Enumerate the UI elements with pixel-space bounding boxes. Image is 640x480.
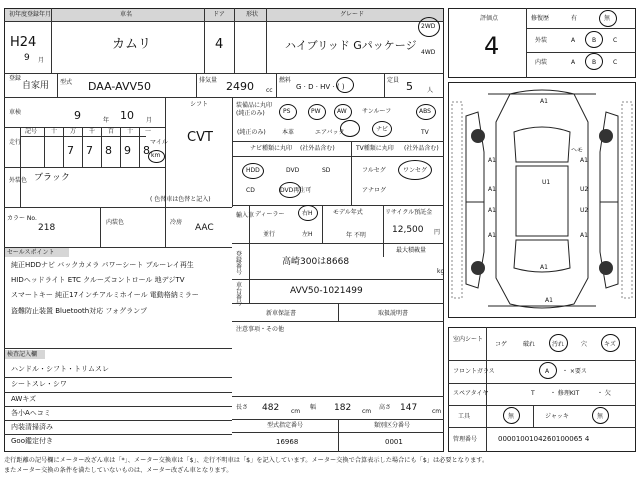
glass-replace: ・ ×要ス <box>562 368 587 375</box>
digit-header-6: 一 <box>145 128 152 135</box>
capacity-unit: 人 <box>427 87 434 94</box>
type-cert-label: 型式指定番号 <box>267 422 304 429</box>
mark-left-a1-d: A1 <box>488 232 496 239</box>
month-unit: 月 <box>38 57 45 64</box>
interior-b: B <box>592 59 597 66</box>
footer-line-1: 走行距離の記号欄にメーター改ざん車は「*」、メーター交換車は「$」、走行不明車は「$」を記入しています。メーター交換で合算表示した場合にも「$」は必要となります。 <box>4 457 489 464</box>
selling-point-line-2: スマートキー 純正17インチアルミホイール 電動格納ミラー <box>11 291 199 299</box>
equipment-subtitle: (純正のみ) <box>236 110 265 117</box>
selling-point-line-1: HIDヘッドライト ETC クルーズコントロール 地デジTV <box>11 276 185 284</box>
tv-oneseg: ワンセグ <box>403 167 428 174</box>
score-label: 評価点 <box>480 15 499 22</box>
inspector-label: 検査記入欄 <box>7 351 38 358</box>
mark-rear-a1: A1 <box>545 297 553 304</box>
tv-fullseg: フルセグ <box>362 167 386 174</box>
import-parallel: 並行 <box>263 231 276 238</box>
reg-no-label: 登録番号 <box>236 251 243 276</box>
seat-item-scratch: キズ <box>604 341 616 348</box>
ac-value: AAC <box>195 223 214 233</box>
import-dealer: ディーラー <box>255 211 285 218</box>
equip-abs: ABS <box>419 108 431 115</box>
mark-left-a1-c: A1 <box>488 207 496 214</box>
length-value: 482 <box>262 403 280 413</box>
import-left-hand: 左H <box>302 231 313 238</box>
selling-points-label: セールスポイント <box>7 249 55 256</box>
spare-kit: ・ 修理KIT <box>550 390 580 397</box>
mark-front-a1: A1 <box>540 98 548 105</box>
repair-yes: 有 <box>571 15 578 22</box>
capacity-value: 5 <box>406 80 413 93</box>
unit-km: km <box>151 152 161 159</box>
equip-aw: AW <box>337 108 347 115</box>
notes-label: 注意事項・その他 <box>236 326 285 333</box>
interior-c: C <box>613 59 618 66</box>
nav-title: ナビ種類に丸印 <box>250 145 293 152</box>
mgmt-label: 管理番号 <box>453 436 478 443</box>
mark-left-a1-b: A1 <box>488 186 496 193</box>
first-reg-month: 9 <box>24 53 30 63</box>
tools-value: 無 <box>508 413 515 420</box>
height-value: 147 <box>400 403 418 413</box>
inspector-line-4: 内装清掃済み <box>11 423 53 431</box>
tv-analog: アナログ <box>362 187 387 194</box>
inspector-line-0: ハンドル・シフト・トリムスレ <box>11 365 109 373</box>
digit-3: 7 <box>86 144 93 157</box>
digit-2: 7 <box>67 144 74 157</box>
drive-2wd: 2WD <box>421 23 436 30</box>
seat-item-burn: コゲ <box>495 341 508 348</box>
repair-no: 無 <box>604 15 611 22</box>
tools-label: 工具 <box>458 413 471 420</box>
selling-point-line-3: 盗難防止装置 Bluetooth対応 フォグランプ <box>11 307 148 315</box>
cc-unit: cc <box>266 87 273 94</box>
spare-label: スペアタイヤ <box>453 390 489 397</box>
model-year-value: 年 不明 <box>346 232 366 239</box>
nav-sd: SD <box>322 167 331 174</box>
model-value: DAA-AVV50 <box>88 80 151 93</box>
displacement-value: 2490 <box>226 80 254 93</box>
equip-leather: 本革 <box>282 129 295 136</box>
height-label: 高さ <box>379 404 392 411</box>
warranty-label: 新車保証書 <box>266 310 297 317</box>
reg-type-label: 登録 <box>9 75 22 82</box>
model-label: 型式 <box>60 79 73 86</box>
jack-value: 無 <box>597 413 604 420</box>
fuel-options: G · D · HV · ( ) <box>296 83 345 91</box>
seat-item-stain: 汚れ <box>552 341 565 348</box>
glass-a: A <box>545 368 550 375</box>
nav-dvd: DVD <box>286 167 300 174</box>
digit-header-4: 百 <box>108 128 115 135</box>
length-label: 長さ <box>236 404 249 411</box>
equipment-title: 装備品に丸印 <box>236 102 273 109</box>
footer-line-2: またメーター交換の条件を満たしていないものは、メーター改ざん車となります。 <box>4 467 233 474</box>
inspection-month-unit: 月 <box>146 117 153 124</box>
nav-subtitle: (社外品含む) <box>300 145 335 152</box>
circle-hv <box>336 77 354 93</box>
interior-a: A <box>571 59 576 66</box>
width-unit: cm <box>362 408 372 415</box>
selling-point-line-0: 純正HDDナビ バックカメラ パワーシート ブルーレイ再生 <box>11 261 194 269</box>
nav-dvd-play: DVD再生可 <box>280 187 312 194</box>
equipment-note: (純正のみ) <box>237 129 266 136</box>
first-reg-year: H24 <box>10 35 37 50</box>
mark-roof-u1: U1 <box>542 179 551 186</box>
left-panel <box>4 8 444 452</box>
class-label: 類別区分番号 <box>374 422 411 429</box>
mark-hood: ヘモ <box>571 147 584 154</box>
color-code-label: カラー No. <box>7 215 37 222</box>
inspector-line-2: AWキズ <box>11 395 37 403</box>
color-value: ブラック <box>34 173 70 183</box>
import-label: 輸入車 <box>236 212 255 219</box>
first-reg-label: 初年度登録年月 <box>9 11 52 18</box>
height-unit: cm <box>432 408 442 415</box>
inspection-year-unit: 年 <box>103 117 110 124</box>
glass-label: フロントガラス <box>453 368 495 375</box>
repair-label: 修復歴 <box>531 15 550 22</box>
inspection-month: 10 <box>120 109 134 122</box>
model-year-label: モデル年式 <box>333 209 363 216</box>
digit-5: 9 <box>124 144 131 157</box>
width-value: 182 <box>334 403 352 413</box>
spare-missing: ・ 欠 <box>597 390 611 397</box>
capacity-label: 定員 <box>387 77 400 84</box>
digit-4: 8 <box>105 144 112 157</box>
mark-trunk-a1: A1 <box>540 264 548 271</box>
seat-item-hole: 穴 <box>581 341 588 348</box>
digit-header-5: 十 <box>127 128 134 135</box>
exterior-b: B <box>592 37 597 44</box>
mark-left-a1: A1 <box>488 157 496 164</box>
class-value: 0001 <box>385 438 403 446</box>
chassis-label: 車台番号 <box>236 282 243 307</box>
import-right-hand: 右H <box>302 210 313 217</box>
equip-navi: ナビ <box>376 126 389 133</box>
grade-label: グレード <box>340 11 365 18</box>
manual-label: 取扱説明書 <box>378 310 409 317</box>
ac-label: 冷房 <box>170 219 183 226</box>
score-value: 4 <box>484 32 500 60</box>
exterior-a: A <box>571 37 576 44</box>
shift-value: CVT <box>187 130 213 145</box>
equip-ps: PS <box>283 108 291 115</box>
drive-4wd: 4WD <box>421 49 436 56</box>
inspection-label: 車検 <box>9 109 22 116</box>
grade-value: ハイブリッド Gパッケージ <box>285 39 417 52</box>
door-label: ドア <box>213 11 225 18</box>
length-unit: cm <box>291 408 301 415</box>
fuel-label: 燃料 <box>279 77 292 84</box>
exterior-c: C <box>613 37 618 44</box>
interior-label: 内装 <box>535 59 548 66</box>
nav-hdd: HDD <box>246 167 260 174</box>
equip-tv: TV <box>421 129 429 136</box>
seat-item-tear: 破れ <box>523 341 536 348</box>
spare-tire: T <box>531 390 535 397</box>
shift-label: シフト <box>190 101 209 108</box>
door-value: 4 <box>215 37 224 52</box>
type-cert-value: 16968 <box>276 438 299 446</box>
equip-airbag: エアバック <box>315 129 345 136</box>
tv-title: TV種類に丸印 <box>356 145 394 152</box>
inspection-year: 9 <box>74 109 81 122</box>
inspector-line-1: シートスレ・シワ <box>11 380 67 388</box>
load-label: 最大積載量 <box>396 247 427 254</box>
car-name-value: カムリ <box>112 37 152 52</box>
recycle-label: リサイクル預託金 <box>385 209 433 216</box>
car-name-label: 車名 <box>120 11 133 18</box>
mark-right-a1: A1 <box>580 157 588 164</box>
color-label: 外装色 <box>9 177 28 184</box>
inspector-line-5: Goo鑑定付き <box>11 437 53 445</box>
unit-mile: マイル <box>150 139 168 146</box>
digit-header-2: 万 <box>70 128 77 135</box>
chassis-value: AVV50-1021499 <box>290 286 363 296</box>
width-label: 幅 <box>310 404 317 411</box>
digit-header-0: 記号 <box>25 128 38 135</box>
mgmt-value: 0000100104260100065 4 <box>498 435 590 443</box>
inspector-line-3: 各小Aヘコミ <box>11 409 51 417</box>
shape-label: 形状 <box>246 11 259 18</box>
mark-right-a1-b: A1 <box>580 232 588 239</box>
jack-label: ジャッキ <box>545 413 569 420</box>
tv-subtitle: (社外品含む) <box>404 145 439 152</box>
recycle-unit: 円 <box>434 229 441 236</box>
mark-right-u2: U2 <box>580 186 589 193</box>
nav-cd: CD <box>246 187 255 194</box>
mark-right-u2-b: U2 <box>580 207 589 214</box>
car-diagram <box>448 82 636 318</box>
digit-6: 8 <box>143 144 150 157</box>
exterior-label: 外装 <box>535 37 548 44</box>
color-code: 218 <box>38 223 56 233</box>
color-note: ( 色替車は色替と記入) <box>150 196 211 203</box>
load-unit: kg <box>437 268 445 275</box>
mileage-label: 走行 <box>9 139 22 146</box>
seat-label: 室内シート <box>453 336 484 343</box>
reg-type-value: 自家用 <box>22 81 50 91</box>
digit-header-1: 十 <box>51 128 58 135</box>
interior-color-label: 内装色 <box>106 219 125 226</box>
digit-header-3: 千 <box>89 128 96 135</box>
recycle-value: 12,500 <box>392 225 424 235</box>
equip-pw: PW <box>311 108 321 115</box>
displacement-label: 排気量 <box>199 77 218 84</box>
equip-sunroof: サンルーフ <box>362 108 392 115</box>
reg-no-value: 高崎300は8668 <box>282 257 350 267</box>
